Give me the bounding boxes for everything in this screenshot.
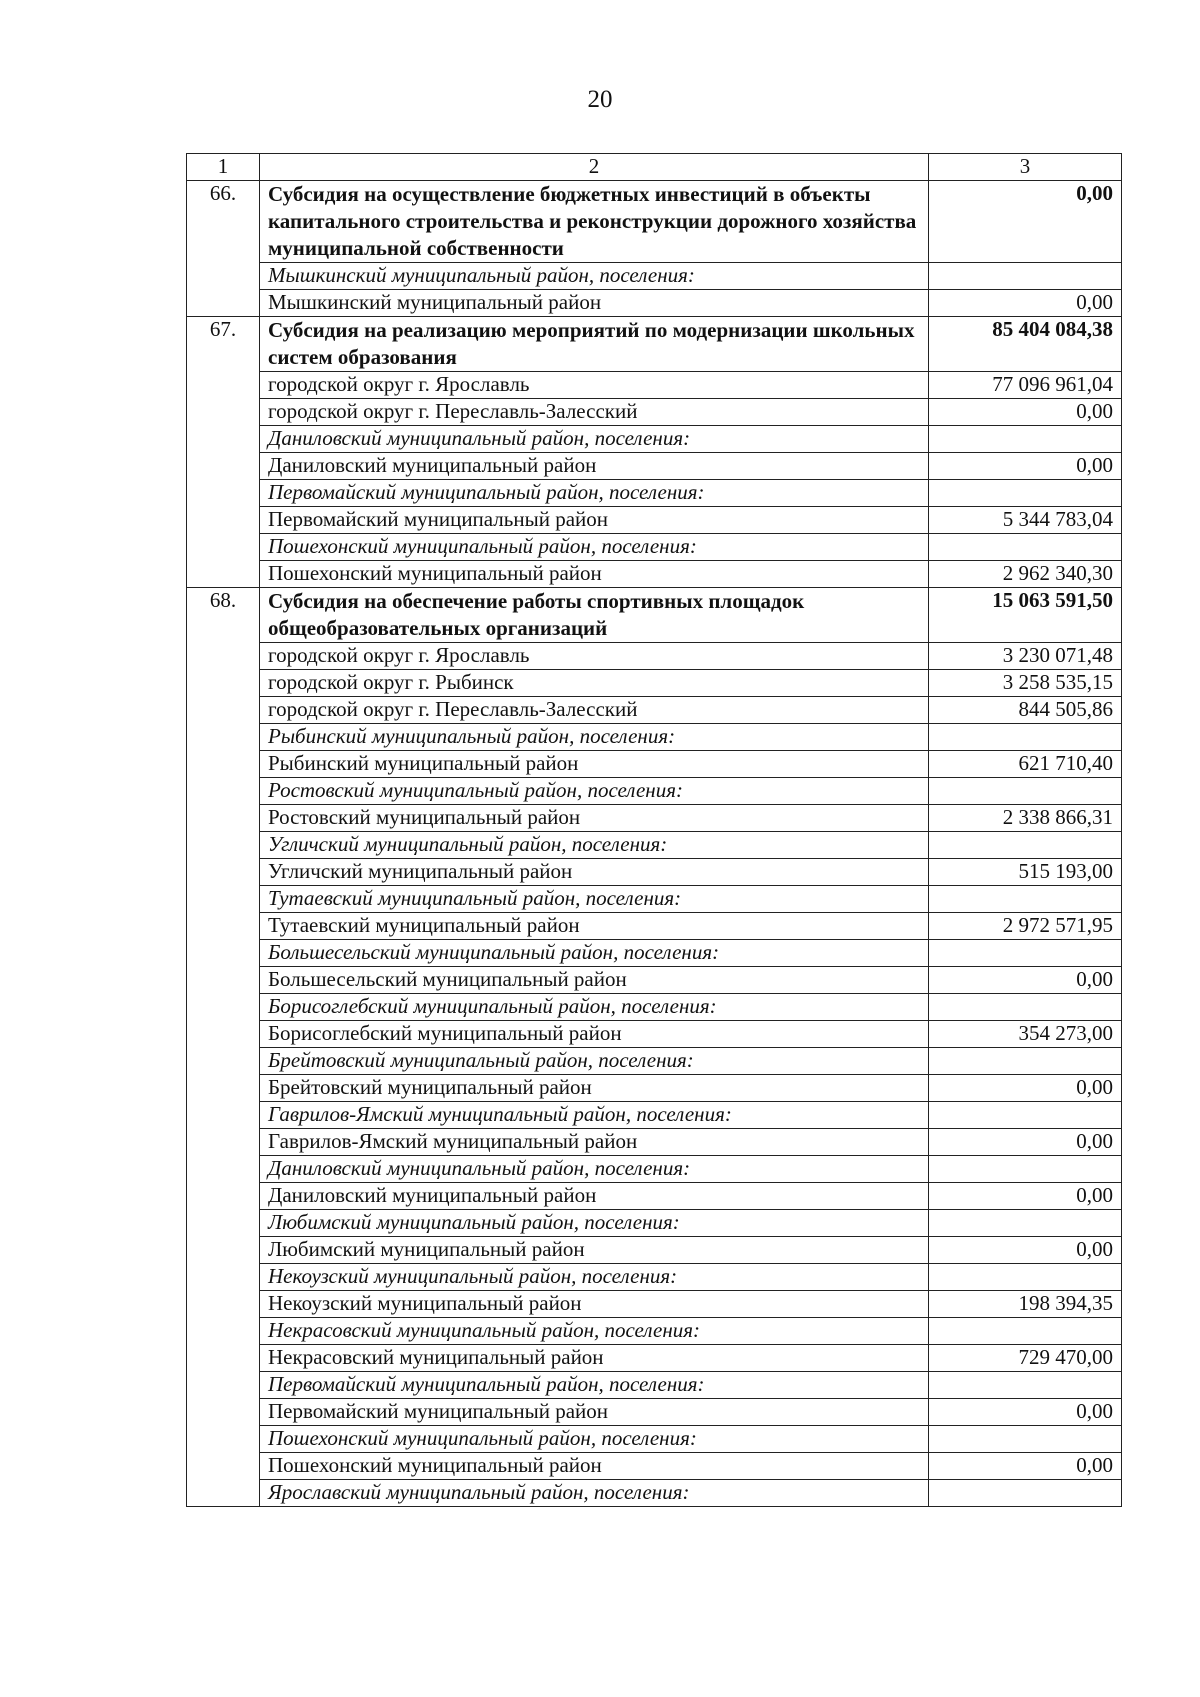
budget-table — [186, 153, 1122, 1507]
recipient-name: городской округ г. Ярославль — [260, 643, 929, 670]
recipient-name: Первомайский муниципальный район — [260, 1399, 929, 1426]
district-group-label: Пошехонский муниципальный район, поселения: — [260, 534, 929, 561]
table-row — [187, 263, 1122, 290]
table-row — [187, 1129, 1122, 1156]
recipient-name: городской округ г. Переславль-Залесский — [260, 697, 929, 724]
amount-cell: 354 273,00 — [929, 1021, 1122, 1048]
table-row — [187, 1237, 1122, 1264]
table-row — [187, 994, 1122, 1021]
table-row — [187, 399, 1122, 426]
section-total: 15 063 591,50 — [929, 588, 1122, 643]
section-total: 85 404 084,38 — [929, 317, 1122, 372]
amount-cell: 0,00 — [929, 1075, 1122, 1102]
table-row — [187, 1102, 1122, 1129]
recipient-name: городской округ г. Рыбинск — [260, 670, 929, 697]
amount-cell: 77 096 961,04 — [929, 372, 1122, 399]
recipient-name: Первомайский муниципальный район — [260, 507, 929, 534]
amount-cell: 2 338 866,31 — [929, 805, 1122, 832]
amount-cell — [929, 1156, 1122, 1183]
section-title: Субсидия на реализацию мероприятий по модернизации школьных систем образования — [260, 317, 929, 372]
amount-cell: 198 394,35 — [929, 1291, 1122, 1318]
section-title: Субсидия на осуществление бюджетных инвестиций в объекты капитального строительства и реконструкции дорожного хозяйства муниципальной собственности — [260, 181, 929, 263]
amount-cell: 2 972 571,95 — [929, 913, 1122, 940]
amount-cell — [929, 994, 1122, 1021]
table-row — [187, 913, 1122, 940]
recipient-name: Угличский муниципальный район — [260, 859, 929, 886]
section-title-row — [187, 317, 1122, 372]
table-row — [187, 1318, 1122, 1345]
table-row — [187, 1480, 1122, 1507]
amount-cell — [929, 724, 1122, 751]
column-header-1: 1 — [187, 154, 260, 181]
section-title-row — [187, 588, 1122, 643]
recipient-name: Некрасовский муниципальный район — [260, 1345, 929, 1372]
amount-cell — [929, 1048, 1122, 1075]
district-group-label: Ярославский муниципальный район, поселения: — [260, 1480, 929, 1507]
amount-cell — [929, 778, 1122, 805]
district-group-label: Даниловский муниципальный район, поселения: — [260, 1156, 929, 1183]
recipient-name: Рыбинский муниципальный район — [260, 751, 929, 778]
table-row — [187, 1345, 1122, 1372]
table-row — [187, 643, 1122, 670]
table-row — [187, 724, 1122, 751]
amount-cell: 0,00 — [929, 1453, 1122, 1480]
amount-cell — [929, 1480, 1122, 1507]
amount-cell: 2 962 340,30 — [929, 561, 1122, 588]
page-number: 20 — [587, 86, 613, 113]
amount-cell: 3 230 071,48 — [929, 643, 1122, 670]
amount-cell — [929, 940, 1122, 967]
column-header-row — [187, 154, 1122, 181]
amount-cell — [929, 886, 1122, 913]
table-row — [187, 453, 1122, 480]
table-row — [187, 1399, 1122, 1426]
table-row — [187, 1210, 1122, 1237]
amount-cell: 0,00 — [929, 453, 1122, 480]
table-row — [187, 697, 1122, 724]
district-group-label: Большесельский муниципальный район, поселения: — [260, 940, 929, 967]
district-group-label: Ростовский муниципальный район, поселения: — [260, 778, 929, 805]
amount-cell — [929, 832, 1122, 859]
table-row — [187, 886, 1122, 913]
amount-cell — [929, 1102, 1122, 1129]
recipient-name: Гаврилов-Ямский муниципальный район — [260, 1129, 929, 1156]
section-title: Субсидия на обеспечение работы спортивных площадок общеобразовательных организаций — [260, 588, 929, 643]
recipient-name: Тутаевский муниципальный район — [260, 913, 929, 940]
table-row — [187, 372, 1122, 399]
table-row — [187, 805, 1122, 832]
recipient-name: Ростовский муниципальный район — [260, 805, 929, 832]
table-row — [187, 1075, 1122, 1102]
amount-cell: 0,00 — [929, 1399, 1122, 1426]
table-row — [187, 1264, 1122, 1291]
table-row — [187, 778, 1122, 805]
recipient-name: Борисоглебский муниципальный район — [260, 1021, 929, 1048]
district-group-label: Рыбинский муниципальный район, поселения: — [260, 724, 929, 751]
table-row — [187, 751, 1122, 778]
table-row — [187, 1021, 1122, 1048]
section-number: 68. — [187, 588, 260, 1507]
district-group-label: Пошехонский муниципальный район, поселения: — [260, 1426, 929, 1453]
recipient-name: городской округ г. Ярославль — [260, 372, 929, 399]
section-title-row — [187, 181, 1122, 263]
section-total: 0,00 — [929, 181, 1122, 263]
table-row — [187, 534, 1122, 561]
recipient-name: Некоузский муниципальный район — [260, 1291, 929, 1318]
table-row — [187, 1453, 1122, 1480]
amount-cell: 0,00 — [929, 399, 1122, 426]
table-row — [187, 1183, 1122, 1210]
district-group-label: Брейтовский муниципальный район, поселения: — [260, 1048, 929, 1075]
table-row — [187, 561, 1122, 588]
table-row — [187, 832, 1122, 859]
amount-cell — [929, 1210, 1122, 1237]
table-row — [187, 507, 1122, 534]
district-group-label: Угличский муниципальный район, поселения: — [260, 832, 929, 859]
amount-cell — [929, 1372, 1122, 1399]
district-group-label: Даниловский муниципальный район, поселения: — [260, 426, 929, 453]
table-row — [187, 290, 1122, 317]
district-group-label: Тутаевский муниципальный район, поселения: — [260, 886, 929, 913]
recipient-name: Большесельский муниципальный район — [260, 967, 929, 994]
amount-cell — [929, 1318, 1122, 1345]
amount-cell: 0,00 — [929, 1237, 1122, 1264]
district-group-label: Гаврилов-Ямский муниципальный район, поселения: — [260, 1102, 929, 1129]
amount-cell — [929, 263, 1122, 290]
amount-cell — [929, 480, 1122, 507]
recipient-name: Мышкинский муниципальный район — [260, 290, 929, 317]
district-group-label: Некрасовский муниципальный район, поселения: — [260, 1318, 929, 1345]
amount-cell: 515 193,00 — [929, 859, 1122, 886]
column-header-3: 3 — [929, 154, 1122, 181]
table-row — [187, 1426, 1122, 1453]
amount-cell: 0,00 — [929, 967, 1122, 994]
table-row — [187, 940, 1122, 967]
district-group-label: Мышкинский муниципальный район, поселения: — [260, 263, 929, 290]
amount-cell: 729 470,00 — [929, 1345, 1122, 1372]
recipient-name: городской округ г. Переславль-Залесский — [260, 399, 929, 426]
district-group-label: Любимский муниципальный район, поселения: — [260, 1210, 929, 1237]
recipient-name: Любимский муниципальный район — [260, 1237, 929, 1264]
amount-cell: 0,00 — [929, 290, 1122, 317]
section-number: 66. — [187, 181, 260, 317]
amount-cell: 0,00 — [929, 1129, 1122, 1156]
amount-cell: 3 258 535,15 — [929, 670, 1122, 697]
district-group-label: Первомайский муниципальный район, поселения: — [260, 480, 929, 507]
amount-cell: 5 344 783,04 — [929, 507, 1122, 534]
table-row — [187, 1048, 1122, 1075]
amount-cell — [929, 426, 1122, 453]
district-group-label: Некоузский муниципальный район, поселения: — [260, 1264, 929, 1291]
table-row — [187, 1156, 1122, 1183]
amount-cell: 621 710,40 — [929, 751, 1122, 778]
section-number: 67. — [187, 317, 260, 588]
table-row — [187, 967, 1122, 994]
recipient-name: Пошехонский муниципальный район — [260, 1453, 929, 1480]
recipient-name: Даниловский муниципальный район — [260, 453, 929, 480]
table-row — [187, 480, 1122, 507]
district-group-label: Борисоглебский муниципальный район, поселения: — [260, 994, 929, 1021]
amount-cell — [929, 534, 1122, 561]
amount-cell — [929, 1264, 1122, 1291]
table-row — [187, 670, 1122, 697]
column-header-2: 2 — [260, 154, 929, 181]
table-row — [187, 426, 1122, 453]
table-row — [187, 1291, 1122, 1318]
recipient-name: Брейтовский муниципальный район — [260, 1075, 929, 1102]
amount-cell: 844 505,86 — [929, 697, 1122, 724]
district-group-label: Первомайский муниципальный район, поселения: — [260, 1372, 929, 1399]
amount-cell — [929, 1426, 1122, 1453]
table-row — [187, 1372, 1122, 1399]
recipient-name: Пошехонский муниципальный район — [260, 561, 929, 588]
table-row — [187, 859, 1122, 886]
amount-cell: 0,00 — [929, 1183, 1122, 1210]
recipient-name: Даниловский муниципальный район — [260, 1183, 929, 1210]
